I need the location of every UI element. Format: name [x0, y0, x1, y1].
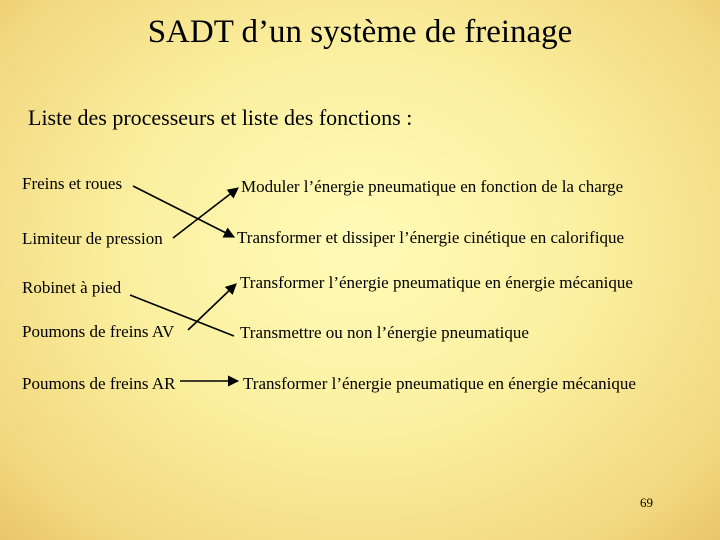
processor-limiteur-pression: Limiteur de pression [22, 229, 163, 248]
processor-freins-roues: Freins et roues [22, 174, 123, 193]
function-transformer-dissiper: Transformer et dissiper l’énergie cinétique en calorifique [237, 228, 625, 247]
processor-poumons-av: Poumons de freins AV [22, 322, 175, 341]
processor-robinet-pied: Robinet à pied [22, 278, 122, 297]
processor-poumons-ar: Poumons de freins AR [22, 374, 176, 393]
slide-subtitle: Liste des processeurs et liste des fonctions : [28, 105, 413, 130]
arrow-limiteur-to-moduler [173, 188, 238, 238]
page-number: 69 [640, 495, 653, 510]
function-transformer-mecanique-1: Transformer l’énergie pneumatique en énergie mécanique [240, 273, 633, 292]
arrow-poumons-av-to-mecanique [188, 284, 236, 330]
slide-title: SADT d’un système de freinage [147, 14, 573, 50]
function-transmettre: Transmettre ou non l’énergie pneumatique [240, 323, 529, 342]
function-transformer-mecanique-2: Transformer l’énergie pneumatique en énergie mécanique [243, 374, 636, 393]
function-moduler: Moduler l’énergie pneumatique en fonction de la charge [241, 177, 624, 196]
